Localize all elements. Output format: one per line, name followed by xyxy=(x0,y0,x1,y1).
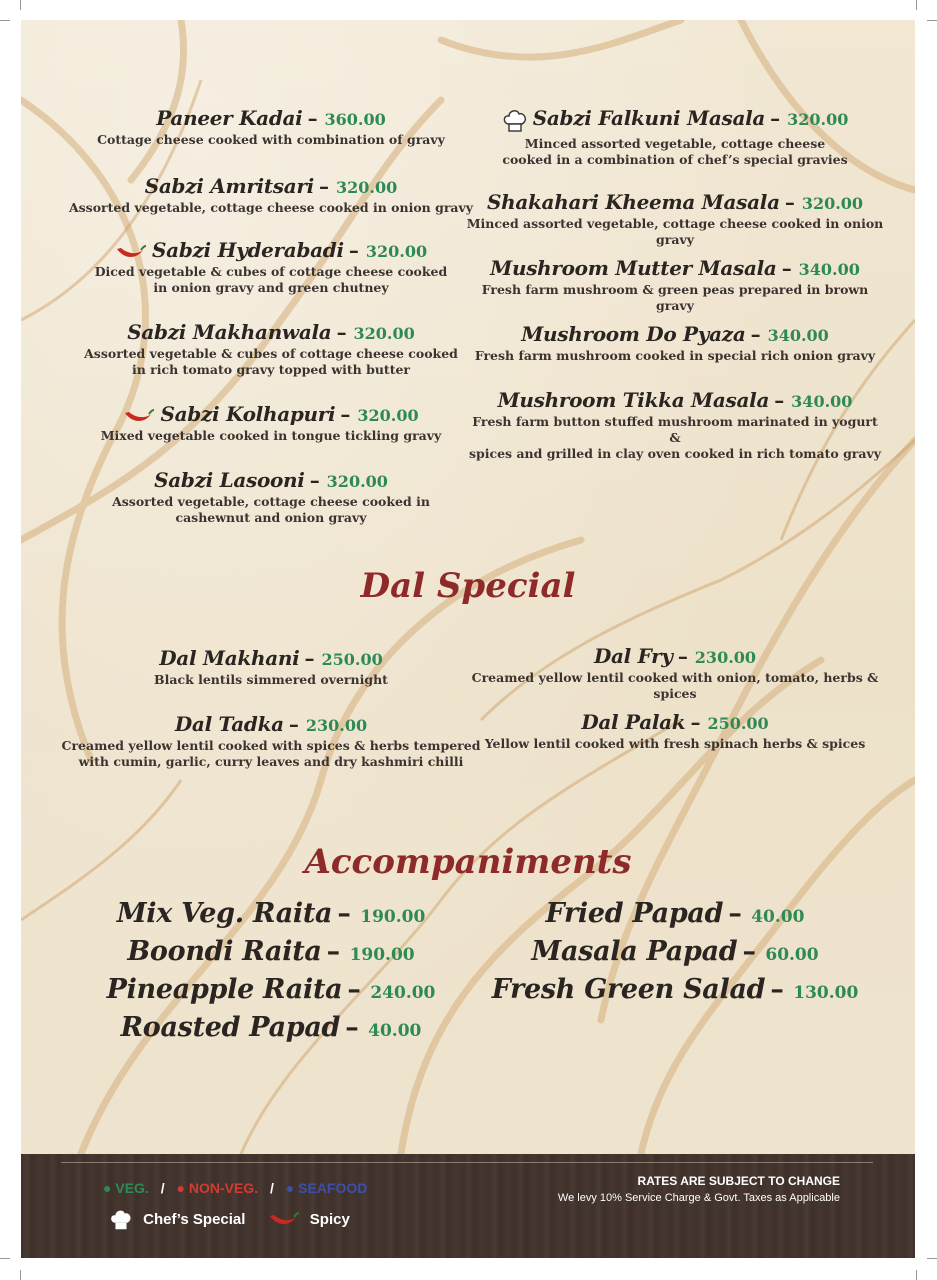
menu-item xyxy=(61,174,481,216)
item-description: Black lentils simmered overnight xyxy=(154,672,388,687)
item-description: Assorted vegetable & cubes of cottage cheese cooked xyxy=(84,346,458,361)
item-description: Cottage cheese cooked with combination of gravy xyxy=(97,132,445,147)
chili-icon xyxy=(268,1211,300,1229)
dash: – xyxy=(304,646,322,670)
dash: – xyxy=(340,402,358,426)
item-price: 320.00 xyxy=(326,472,388,491)
item-name: Fried Papad xyxy=(545,898,724,929)
footer xyxy=(21,1154,915,1258)
item-name: Sabzi Amritsari xyxy=(144,174,314,198)
item-price: 40.00 xyxy=(751,907,805,927)
item-price: 190.00 xyxy=(349,945,415,965)
crop-mark xyxy=(20,1270,21,1280)
crop-mark xyxy=(0,1258,10,1259)
menu-item xyxy=(465,256,885,314)
item-price: 230.00 xyxy=(694,648,757,667)
item-name: Masala Papad xyxy=(531,936,738,967)
section-title-dal: Dal Special xyxy=(360,566,576,606)
item-name: Roasted Papad xyxy=(120,1012,341,1043)
seafood-label: SEAFOOD xyxy=(298,1180,368,1196)
menu-item xyxy=(61,712,481,770)
item-name: Sabzi Makhanwala xyxy=(127,320,332,344)
chef-hat-icon xyxy=(109,1208,133,1232)
menu-item xyxy=(465,974,885,1005)
item-price: 250.00 xyxy=(321,650,383,669)
menu-item xyxy=(465,106,885,168)
item-description: Fresh farm mushroom & green peas prepared in brown gravy xyxy=(481,282,869,313)
item-name: Pineapple Raita xyxy=(106,974,343,1005)
crop-mark xyxy=(927,20,937,21)
item-price: 360.00 xyxy=(324,110,386,129)
dash: – xyxy=(347,974,371,1005)
menu-item xyxy=(465,710,885,752)
spicy-label: Spicy xyxy=(309,1210,350,1228)
item-name: Mix Veg. Raita xyxy=(116,898,333,929)
dash: – xyxy=(345,1012,369,1043)
dash: – xyxy=(728,898,752,929)
item-description: Creamed yellow lentil cooked with spices & herbs tempered xyxy=(61,738,481,753)
item-name: Dal Makhani xyxy=(159,646,300,670)
item-description: Minced assorted vegetable, cottage cheese cooked in onion gravy xyxy=(466,216,884,247)
dash: – xyxy=(690,710,708,734)
item-price: 320.00 xyxy=(365,242,428,261)
dash: – xyxy=(288,712,306,736)
item-name: Mushroom Do Pyaza xyxy=(521,322,746,346)
item-price: 340.00 xyxy=(791,392,853,411)
symbol-legend xyxy=(109,1208,350,1232)
dash: – xyxy=(309,468,327,492)
veg-dot-icon: ● xyxy=(103,1180,112,1196)
item-description: Yellow lentil cooked with fresh spinach herbs & spices xyxy=(484,736,866,751)
item-description: Fresh farm mushroom cooked in special rich onion gravy xyxy=(474,348,876,363)
dash: – xyxy=(742,936,766,967)
menu-item xyxy=(465,644,885,702)
menu-item xyxy=(465,322,885,364)
item-price: 320.00 xyxy=(787,110,849,129)
dash: – xyxy=(677,644,695,668)
item-name: Sabzi Lasooni xyxy=(154,468,305,492)
dash: – xyxy=(770,106,788,130)
veg-label: VEG. xyxy=(115,1180,149,1196)
item-price: 340.00 xyxy=(798,260,860,279)
separator: / xyxy=(160,1180,165,1196)
item-price: 320.00 xyxy=(353,324,415,343)
menu-item xyxy=(61,238,481,296)
item-price: 130.00 xyxy=(793,983,859,1003)
dash: – xyxy=(326,936,350,967)
item-description: Mixed vegetable cooked in tongue tickling gravy xyxy=(100,428,442,443)
dash: – xyxy=(348,238,366,262)
item-description: Diced vegetable & cubes of cottage cheese cooked xyxy=(94,264,448,279)
item-description: Minced assorted vegetable, cottage cheese xyxy=(524,135,826,151)
non-veg-dot-icon: ● xyxy=(176,1180,185,1196)
dash: – xyxy=(774,388,792,412)
item-price: 40.00 xyxy=(368,1021,422,1041)
item-name: Boondi Raita xyxy=(127,936,322,967)
item-price: 240.00 xyxy=(370,983,436,1003)
item-name: Sabzi Hyderabadi xyxy=(152,238,344,262)
menu-item xyxy=(61,974,481,1005)
dash: – xyxy=(781,256,799,280)
menu-item xyxy=(61,402,481,444)
item-name: Dal Fry xyxy=(593,644,673,668)
rates-note: We levy 10% Service Charge & Govt. Taxes as Applicable xyxy=(557,1192,840,1204)
menu-item xyxy=(61,936,481,967)
item-name: Fresh Green Salad xyxy=(491,974,766,1005)
item-price: 190.00 xyxy=(360,907,426,927)
item-name: Dal Palak xyxy=(581,710,686,734)
crop-mark xyxy=(0,20,10,21)
chili-icon xyxy=(115,244,147,262)
crop-mark xyxy=(916,0,917,10)
dash: – xyxy=(336,320,354,344)
item-name: Paneer Kadai xyxy=(156,106,303,130)
item-price: 60.00 xyxy=(765,945,819,965)
diet-legend xyxy=(103,1180,367,1196)
menu-page xyxy=(21,20,915,1258)
item-name: Mushroom Mutter Masala xyxy=(490,256,777,280)
item-price: 250.00 xyxy=(707,714,769,733)
item-name: Sabzi Falkuni Masala xyxy=(532,106,766,130)
item-name: Sabzi Kolhapuri xyxy=(160,402,336,426)
item-price: 320.00 xyxy=(357,406,419,425)
item-description: Assorted vegetable, cottage cheese cooked in onion gravy xyxy=(68,200,474,215)
non-veg-label: NON-VEG. xyxy=(188,1180,259,1196)
item-description: cashewnut and onion gravy xyxy=(175,510,367,525)
dash: – xyxy=(750,322,768,346)
item-description: spices and grilled in clay oven cooked in rich tomato gravy xyxy=(468,446,882,461)
menu-item xyxy=(465,388,885,462)
item-name: Shakahari Kheema Masala xyxy=(486,190,780,214)
item-name: Dal Tadka xyxy=(174,712,284,736)
dash: – xyxy=(307,106,325,130)
dash: – xyxy=(319,174,337,198)
menu-item xyxy=(61,320,481,378)
menu-item xyxy=(465,190,885,248)
menu-item xyxy=(61,1012,481,1043)
crop-mark xyxy=(20,0,21,10)
item-description: with cumin, garlic, curry leaves and dry kashmiri chilli xyxy=(78,754,464,769)
rates-title: RATES ARE SUBJECT TO CHANGE xyxy=(637,1174,840,1188)
item-description: Assorted vegetable, cottage cheese cooked in xyxy=(112,494,430,509)
crop-mark xyxy=(927,1258,937,1259)
item-description: in rich tomato gravy topped with butter xyxy=(131,362,411,377)
menu-item xyxy=(61,106,481,148)
item-description: Fresh farm button stuffed mushroom marinated in yogurt & xyxy=(472,414,878,445)
divider xyxy=(61,1162,873,1163)
item-price: 320.00 xyxy=(801,194,864,213)
chefs-special-label: Chef’s Special xyxy=(143,1210,246,1228)
menu-item xyxy=(61,646,481,688)
menu-item xyxy=(61,468,481,526)
crop-mark xyxy=(916,1270,917,1280)
menu-item xyxy=(61,898,481,929)
item-description: in onion gravy and green chutney xyxy=(153,280,389,295)
dash: – xyxy=(784,190,802,214)
seafood-dot-icon: ● xyxy=(285,1180,295,1196)
menu-item xyxy=(465,936,885,967)
item-price: 230.00 xyxy=(305,716,368,735)
item-description: Creamed yellow lentil cooked with onion, tomato, herbs & spices xyxy=(471,670,879,701)
rates-notice xyxy=(558,1174,840,1204)
menu-item xyxy=(465,898,885,929)
item-name: Mushroom Tikka Masala xyxy=(497,388,770,412)
item-price: 320.00 xyxy=(336,178,398,197)
chili-icon xyxy=(123,408,155,426)
chef-hat-icon xyxy=(502,108,528,134)
item-price: 340.00 xyxy=(767,326,829,345)
section-title-accompaniments: Accompaniments xyxy=(304,842,632,882)
item-description: cooked in a combination of chef’s special gravies xyxy=(502,151,848,167)
dash: – xyxy=(770,974,794,1005)
separator: / xyxy=(269,1180,274,1196)
dash: – xyxy=(337,898,361,929)
